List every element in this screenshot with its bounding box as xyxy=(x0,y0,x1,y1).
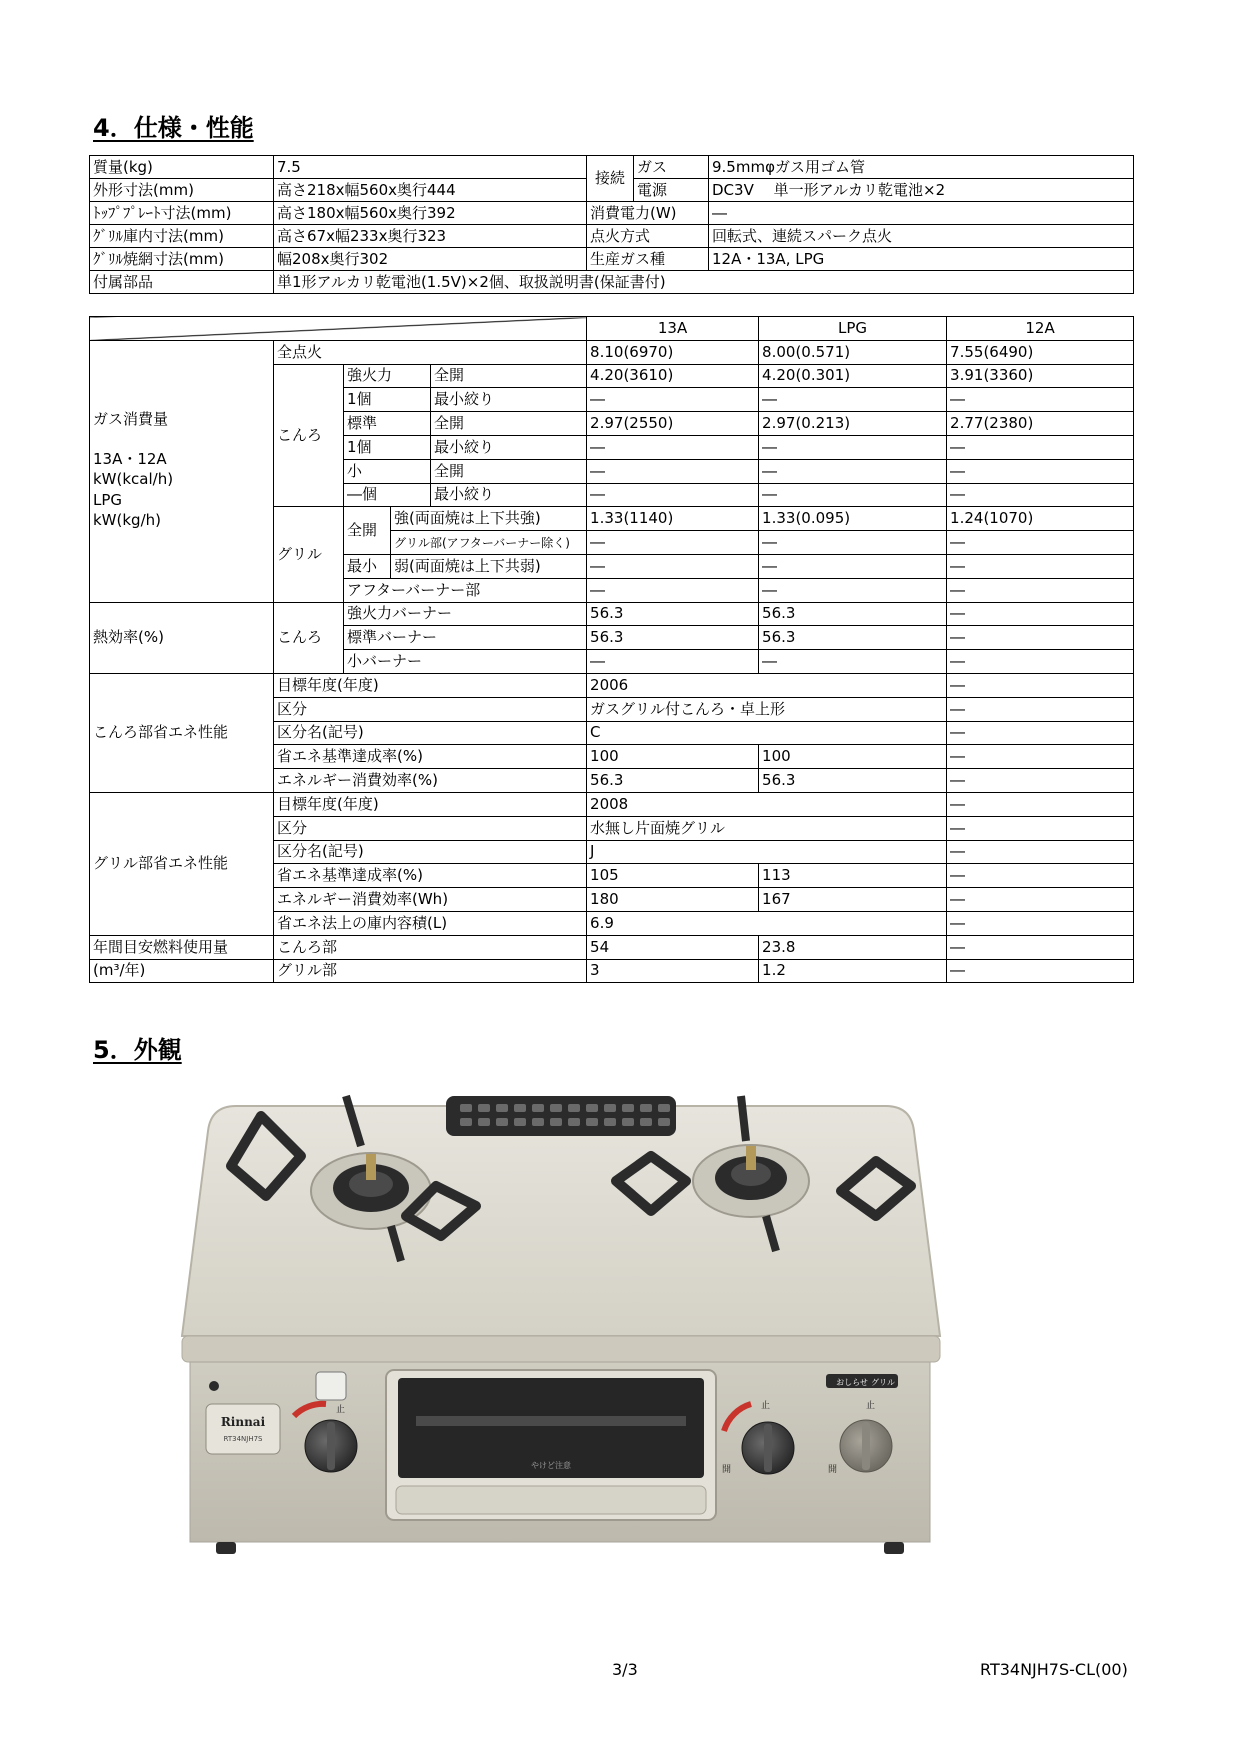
eff-strong-13a: 56.3 xyxy=(587,602,759,626)
outer-value: 高さ218x幅560x奥行444 xyxy=(274,179,587,202)
ignition-value: 回転式、連続スパーク点火 xyxy=(709,225,1134,248)
gastype-label: 生産ガス種 xyxy=(587,248,709,271)
dash: ― xyxy=(587,578,759,602)
grill-part-label: グリル部(アフターバーナー除く) xyxy=(391,531,587,555)
right-knob-open-mark: 開 xyxy=(828,1465,838,1475)
small-burner-label: 小バーナー xyxy=(344,650,587,674)
konro-target-year-label: 目標年度(年度) xyxy=(274,673,587,697)
konro-achievement-label: 省エネ基準達成率(%) xyxy=(274,745,587,769)
outer-label: 外形寸法(mm) xyxy=(90,179,274,202)
all-on-lpg: 8.00(0.571) xyxy=(759,340,947,364)
mode-button[interactable] xyxy=(316,1372,346,1400)
min-throttle-label: 最小絞り xyxy=(431,388,587,412)
grill-target-year-label: 目標年度(年度) xyxy=(274,792,587,816)
section-4-title: 4．仕様・性能 xyxy=(93,114,254,142)
dash: ― xyxy=(947,935,1134,959)
notice-label: おしらせ xyxy=(836,1378,868,1387)
annual-konro-label: こんろ部 xyxy=(274,935,587,959)
document-code: RT34NJH7S-CL(00) xyxy=(980,1660,1128,1679)
top-front-edge xyxy=(182,1336,940,1362)
eff-standard-13a: 56.3 xyxy=(587,626,759,650)
top-plate xyxy=(182,1106,940,1336)
power-label: 電源 xyxy=(634,179,709,202)
dash: ― xyxy=(947,626,1134,650)
konro-achievement-lpg: 100 xyxy=(759,745,947,769)
dash: ― xyxy=(947,911,1134,935)
annual-label: 年間目安燃料使用量 xyxy=(90,935,274,959)
grill-volume-label: 省エネ法上の庫内容積(L) xyxy=(274,911,587,935)
dash: ― xyxy=(759,650,947,674)
dash: ― xyxy=(947,435,1134,459)
dash: ― xyxy=(947,792,1134,816)
ignition-label: 点火方式 xyxy=(587,225,709,248)
grill-12a: 1.24(1070) xyxy=(947,507,1134,531)
konro-category-name: C xyxy=(587,721,947,745)
full-open-label: 全開 xyxy=(431,364,587,388)
konro-eco-label: こんろ部省エネ性能 xyxy=(90,673,274,792)
konro-label: こんろ xyxy=(274,364,344,507)
left-knob-grip xyxy=(327,1422,335,1470)
dash: ― xyxy=(759,388,947,412)
weight-label: 質量(kg) xyxy=(90,156,274,179)
gas-consumption-note xyxy=(93,449,270,530)
right-knob-stop-mark: 止 xyxy=(866,1401,876,1411)
konro-category-name-label: 区分名(記号) xyxy=(274,721,587,745)
strong-burner-label: 強火力バーナー xyxy=(344,602,587,626)
grill-weak-label: 弱(両面焼は上下共弱) xyxy=(391,554,587,578)
dash: ― xyxy=(947,697,1134,721)
grill-lpg: 1.33(0.095) xyxy=(759,507,947,531)
dash: ― xyxy=(759,578,947,602)
dash: ― xyxy=(947,959,1134,983)
top-label: ﾄｯﾌﾟﾌﾟﾚｰﾄ寸法(mm) xyxy=(90,202,274,225)
col-lpg: LPG xyxy=(759,317,947,341)
dash: ― xyxy=(947,745,1134,769)
efficiency-konro: こんろ xyxy=(274,602,344,673)
dash: ― xyxy=(587,388,759,412)
brand-name: Rinnai xyxy=(220,1415,266,1429)
brand-plate xyxy=(206,1404,280,1454)
standard-count: 1個 xyxy=(344,435,431,459)
right-knob-grip xyxy=(862,1422,870,1470)
grill-window-glare xyxy=(416,1416,686,1426)
dash: ― xyxy=(947,673,1134,697)
model-name: RT34NJH7S xyxy=(223,1435,263,1443)
dash: ― xyxy=(947,769,1134,793)
annual-unit: (m³/年) xyxy=(90,959,274,983)
performance-table xyxy=(89,316,1134,983)
dash: ― xyxy=(587,435,759,459)
full-open-label: 全開 xyxy=(431,412,587,436)
standard-lpg: 2.97(0.213) xyxy=(759,412,947,436)
gas-consumption-group xyxy=(90,340,274,602)
dash: ― xyxy=(947,840,1134,864)
consumption-value: ― xyxy=(709,202,1134,225)
grill-badge-label: グリル xyxy=(871,1378,895,1387)
annual-konro-lpg: 23.8 xyxy=(759,935,947,959)
all-on-13a: 8.10(6970) xyxy=(587,340,759,364)
grill-vent xyxy=(446,1096,676,1136)
full-open-label: 全開 xyxy=(431,459,587,483)
grill-volume: 6.9 xyxy=(587,911,947,935)
dash: ― xyxy=(947,864,1134,888)
strong-count: 1個 xyxy=(344,388,431,412)
grill-net-label: ｸﾞﾘﾙ焼網寸法(mm) xyxy=(90,248,274,271)
top-value: 高さ180x幅560x奥行392 xyxy=(274,202,587,225)
dash: ― xyxy=(759,435,947,459)
small-label: 小 xyxy=(344,459,431,483)
grill-door-text: やけど注意 xyxy=(531,1461,571,1470)
dash: ― xyxy=(587,554,759,578)
page-number: 3/3 xyxy=(612,1660,638,1679)
dash: ― xyxy=(947,459,1134,483)
grill-energy-eff-label: エネルギー消費効率(Wh) xyxy=(274,888,587,912)
grill-category-label: 区分 xyxy=(274,816,587,840)
dash: ― xyxy=(947,531,1134,555)
dash: ― xyxy=(587,459,759,483)
col-12a: 12A xyxy=(947,317,1134,341)
strong-label: 強火力 xyxy=(344,364,431,388)
konro-achievement-13a: 100 xyxy=(587,745,759,769)
annual-grill-lpg: 1.2 xyxy=(759,959,947,983)
dash: ― xyxy=(947,721,1134,745)
grill-energy-eff-13a: 180 xyxy=(587,888,759,912)
grill-knob-stop-mark: 止 xyxy=(761,1401,771,1411)
grill-label: グリル xyxy=(274,507,344,602)
grill-full-label: 全開 xyxy=(344,507,391,555)
dash: ― xyxy=(947,650,1134,674)
konro-energy-eff-label: エネルギー消費効率(%) xyxy=(274,769,587,793)
grill-handle xyxy=(396,1486,706,1514)
dash: ― xyxy=(587,650,759,674)
konro-target-year: 2006 xyxy=(587,673,947,697)
dash: ― xyxy=(947,483,1134,507)
standard-burner-label: 標準バーナー xyxy=(344,626,587,650)
col-13a: 13A xyxy=(587,317,759,341)
dash: ― xyxy=(759,459,947,483)
grill-eco-label: グリル部省エネ性能 xyxy=(90,792,274,935)
spec-table xyxy=(89,155,1134,294)
afterburner-label: アフターバーナー部 xyxy=(344,578,587,602)
grill-knob-grip xyxy=(764,1424,772,1472)
dash: ― xyxy=(947,554,1134,578)
dash: ― xyxy=(587,531,759,555)
grill-category-name: J xyxy=(587,840,947,864)
grill-category: 水無し片面焼グリル xyxy=(587,816,947,840)
efficiency-label: 熱効率(%) xyxy=(90,602,274,673)
strong-lpg: 4.20(0.301) xyxy=(759,364,947,388)
section-5-title: 5．外観 xyxy=(93,1036,182,1064)
grill-13a: 1.33(1140) xyxy=(587,507,759,531)
eff-standard-lpg: 56.3 xyxy=(759,626,947,650)
power-value: DC3V 単一形アルカリ乾電池×2 xyxy=(709,179,1134,202)
grill-achievement-label: 省エネ基準達成率(%) xyxy=(274,864,587,888)
accessories-label: 付属部品 xyxy=(90,271,274,294)
konro-energy-eff-13a: 56.3 xyxy=(587,769,759,793)
min-throttle-label: 最小絞り xyxy=(431,435,587,459)
dash: ― xyxy=(759,554,947,578)
standard-13a: 2.97(2550) xyxy=(587,412,759,436)
gas-consumption-title: ガス消費量 xyxy=(93,410,169,429)
note-kw-kcal: kW(kcal/h) xyxy=(93,470,174,489)
standard-label: 標準 xyxy=(344,412,431,436)
grill-energy-eff-lpg: 167 xyxy=(759,888,947,912)
indicator-lamp xyxy=(209,1381,219,1391)
all-on-label: 全点火 xyxy=(274,340,587,364)
strong-12a: 3.91(3360) xyxy=(947,364,1134,388)
foot-right xyxy=(884,1542,904,1554)
dash: ― xyxy=(587,483,759,507)
foot-left xyxy=(216,1542,236,1554)
grill-strong-label: 強(両面焼は上下共強) xyxy=(391,507,587,531)
weight-value: 7.5 xyxy=(274,156,587,179)
gas-label: ガス xyxy=(634,156,709,179)
konro-category: ガスグリル付こんろ・卓上形 xyxy=(587,697,947,721)
min-throttle-label: 最小絞り xyxy=(431,483,587,507)
grill-min-label: 最小 xyxy=(344,554,391,578)
note-lpg: LPG xyxy=(93,490,123,509)
dash: ― xyxy=(759,483,947,507)
annual-konro-13a: 54 xyxy=(587,935,759,959)
dash: ― xyxy=(947,578,1134,602)
dash: ― xyxy=(947,888,1134,912)
grill-achievement-13a: 105 xyxy=(587,864,759,888)
grill-target-year: 2008 xyxy=(587,792,947,816)
grill-achievement-lpg: 113 xyxy=(759,864,947,888)
note-kw-kg: kW(kg/h) xyxy=(93,510,161,529)
accessories-value: 単1形アルカリ乾電池(1.5V)×2個、取扱説明書(保証書付) xyxy=(274,271,1134,294)
grill-category-name-label: 区分名(記号) xyxy=(274,840,587,864)
grill-knob-open-mark: 開 xyxy=(722,1465,732,1475)
konro-energy-eff-lpg: 56.3 xyxy=(759,769,947,793)
dash: ― xyxy=(947,388,1134,412)
grill-inner-label: ｸﾞﾘﾙ庫内寸法(mm) xyxy=(90,225,274,248)
small-count: ―個 xyxy=(344,483,431,507)
left-knob-stop-mark: 止 xyxy=(336,1405,346,1415)
dash: ― xyxy=(947,602,1134,626)
header-corner xyxy=(90,317,587,341)
product-image xyxy=(176,1086,944,1566)
konro-category-label: 区分 xyxy=(274,697,587,721)
grill-net-value: 幅208x奥行302 xyxy=(274,248,587,271)
standard-12a: 2.77(2380) xyxy=(947,412,1134,436)
consumption-label: 消費電力(W) xyxy=(587,202,709,225)
annual-grill-label: グリル部 xyxy=(274,959,587,983)
dash: ― xyxy=(759,531,947,555)
strong-13a: 4.20(3610) xyxy=(587,364,759,388)
note-13a-12a: 13A・12A xyxy=(93,450,167,469)
eff-strong-lpg: 56.3 xyxy=(759,602,947,626)
annual-grill-13a: 3 xyxy=(587,959,759,983)
gastype-value: 12A・13A, LPG xyxy=(709,248,1134,271)
all-on-12a: 7.55(6490) xyxy=(947,340,1134,364)
grill-inner-value: 高さ67x幅233x奥行323 xyxy=(274,225,587,248)
connection-label: 接続 xyxy=(587,156,634,202)
dash: ― xyxy=(947,816,1134,840)
gas-value: 9.5mmφガス用ゴム管 xyxy=(709,156,1134,179)
